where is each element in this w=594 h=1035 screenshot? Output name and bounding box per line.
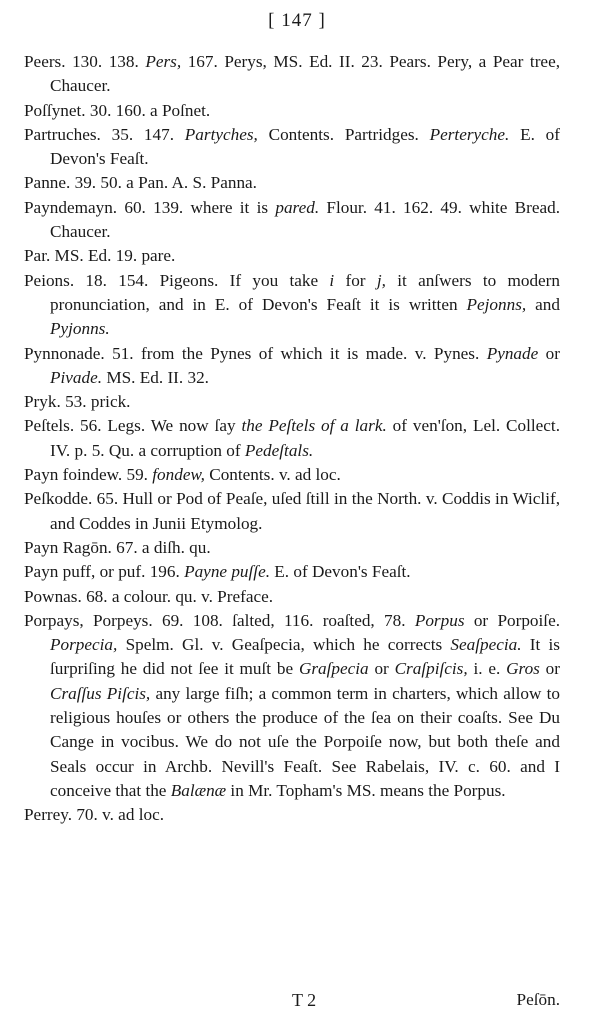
entry-text: or bbox=[538, 343, 560, 363]
entry-text: Contents. v. ad loc. bbox=[204, 465, 341, 485]
entry-italic-text: j, bbox=[376, 270, 386, 290]
glossary-entry bbox=[24, 196, 560, 245]
entry-text: Peers. 130. 138. bbox=[24, 52, 146, 71]
entry-italic-text: Graſpecia bbox=[298, 659, 369, 679]
entry-text: Par. MS. Ed. 19. pare. bbox=[24, 246, 176, 266]
entry-text: Spelm. Gl. v. Geaſpecia, which he corrects bbox=[117, 635, 451, 655]
entry-text: Contents. Partridges. bbox=[257, 124, 430, 144]
glossary-entries bbox=[24, 50, 560, 828]
entry-italic-text: the Peſtels of a lark. bbox=[241, 416, 387, 436]
entry-text: Pynnonade. 51. from the Pynes of which it is made. v. Pynes. bbox=[24, 343, 487, 363]
glossary-entry bbox=[24, 536, 560, 560]
entry-italic-text: Pivade. bbox=[50, 367, 103, 387]
glossary-entry bbox=[24, 50, 560, 99]
glossary-entry bbox=[24, 342, 560, 391]
entry-italic-text: Pedeſtals. bbox=[244, 440, 314, 460]
page-number: [ 147 ] bbox=[268, 10, 326, 31]
entry-italic-text: Craſpiſcis, bbox=[394, 659, 468, 679]
glossary-entry bbox=[24, 269, 560, 342]
glossary-entry bbox=[24, 414, 560, 463]
entry-text: or Porpoiſe. bbox=[464, 610, 560, 630]
glossary-entry bbox=[24, 609, 560, 803]
entry-italic-text: pared. bbox=[275, 197, 320, 217]
entry-text: Poſſynet. 30. 160. a Poſnet. bbox=[24, 100, 211, 120]
glossary-entry bbox=[24, 390, 560, 414]
entry-text: Payn Ragōn. 67. a diſh. qu. bbox=[24, 537, 211, 557]
entry-italic-text: Balænæ bbox=[170, 780, 227, 800]
glossary-entry bbox=[24, 463, 560, 487]
entry-text: Peſkodde. 65. Hull or Pod of Peaſe, uſed ſtill in the North. v. Coddis in Wiclif, and Coddes in Junii Etymolog. bbox=[24, 489, 560, 533]
entry-italic-text: fondew, bbox=[152, 465, 205, 485]
entry-italic-text: Craſſus Piſcis, bbox=[50, 683, 151, 703]
entry-text: Peſtels. 56. Legs. We now ſay bbox=[24, 416, 242, 436]
entry-text: Partruches. 35. 147. bbox=[24, 124, 185, 144]
entry-text: in Mr. Topham's MS. means the Porpus. bbox=[226, 780, 506, 800]
entry-text: E. of Devon's Feaſt. bbox=[270, 562, 411, 582]
signature-mark: T 2 bbox=[292, 990, 317, 1010]
entry-text: Panne. 39. 50. a Pan. A. S. Panna. bbox=[24, 173, 257, 193]
entry-text: and bbox=[526, 294, 560, 314]
glossary-entry bbox=[24, 171, 560, 195]
glossary-entry bbox=[24, 487, 560, 536]
entry-italic-text: Pyjonns. bbox=[50, 319, 110, 339]
glossary-entry bbox=[24, 244, 560, 268]
entry-italic-text: Gros bbox=[506, 659, 540, 679]
glossary-entry bbox=[24, 803, 560, 827]
entry-text: Perrey. 70. v. ad loc. bbox=[24, 805, 164, 825]
glossary-entry bbox=[24, 560, 560, 584]
entry-italic-text: Porpecia, bbox=[50, 635, 118, 655]
entry-italic-text: Pynade bbox=[486, 343, 539, 363]
entry-text: Porpays, Porpeys. 69. 108. ſalted, 116. roaſted, 78. bbox=[24, 610, 415, 630]
entry-text: Pownas. 68. a colour. qu. v. Preface. bbox=[24, 586, 273, 606]
entry-text: any large fiſh; a common term in charters, which allow to religious houſes or others the produce of the ſea on their coaſts. See Du Cange in vocibus. We do not uſe the Porpoiſe now, but both theſe and Seals occur in Archb. Nevill's Feaſt. See Rabelais, IV. c. 60. and I conceive that the bbox=[50, 683, 560, 800]
entry-italic-text: Pers, bbox=[145, 52, 182, 71]
entry-italic-text: i bbox=[329, 270, 335, 290]
entry-text: Payndemayn. 60. 139. where it is bbox=[24, 197, 276, 217]
entry-text: or bbox=[368, 659, 395, 679]
page-footer bbox=[24, 990, 560, 1020]
entry-text: Payn puff, or puf. 196. bbox=[24, 562, 185, 582]
entry-text: Flour. 41. 162. 49. white Bread. Chaucer. bbox=[50, 197, 560, 242]
entry-text: E. of Devon's Feaſt. bbox=[50, 124, 560, 169]
glossary-entry bbox=[24, 99, 560, 123]
entry-text: Peions. 18. 154. Pigeons. If you take bbox=[24, 270, 330, 290]
catchword: Peſōn. bbox=[516, 990, 560, 1009]
entry-italic-text: Pejonns, bbox=[466, 294, 527, 314]
entry-italic-text: Perteryche. bbox=[429, 124, 510, 144]
entry-italic-text: Porpus bbox=[414, 610, 465, 630]
entry-text: It is ſurpriſing he did not ſee it muſt be bbox=[50, 635, 560, 679]
entry-text: of ven'ſon, Lel. Collect. IV. p. 5. Qu. a corruption of bbox=[50, 416, 560, 460]
glossary-entry bbox=[24, 123, 560, 172]
entry-text: 167. Perys, MS. Ed. II. 23. Pears. Pery, a Pear tree, Chaucer. bbox=[50, 52, 560, 96]
glossary-entry bbox=[24, 585, 560, 609]
entry-italic-text: Seaſpecia. bbox=[450, 635, 522, 655]
entry-text: Payn foindew. 59. bbox=[24, 465, 153, 485]
entry-italic-text: Payne puſſe. bbox=[184, 562, 270, 582]
entry-text: i. e. bbox=[467, 659, 507, 679]
entry-text: it anſwers to modern pronunciation, and in E. of Devon's Feaſt it is written bbox=[50, 270, 561, 314]
entry-text: for bbox=[334, 270, 377, 290]
entry-text: or bbox=[539, 659, 560, 679]
entry-text: Pryk. 53. prick. bbox=[24, 392, 131, 412]
entry-italic-text: Partyches, bbox=[184, 124, 258, 144]
entry-text: MS. Ed. II. 32. bbox=[102, 367, 209, 387]
